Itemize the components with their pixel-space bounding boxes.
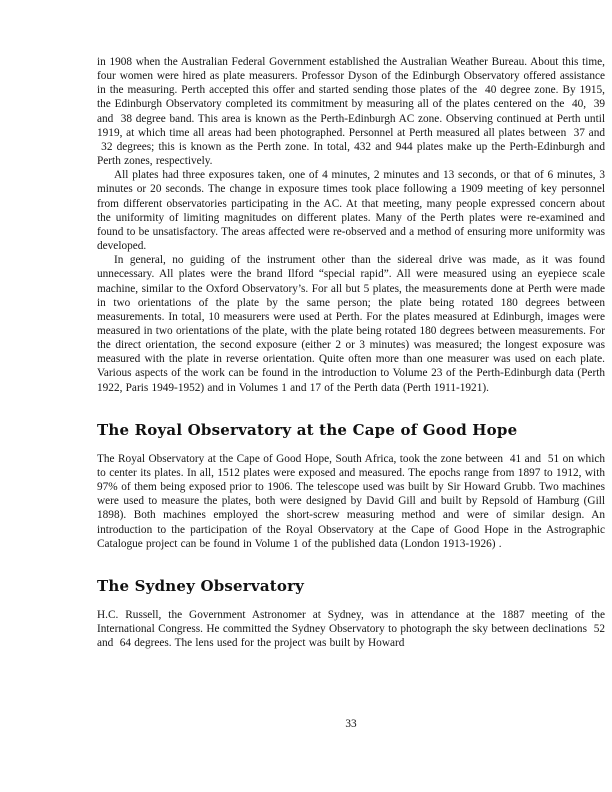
page-number: 33 (345, 718, 357, 730)
section-heading-cape-of-good-hope: The Royal Observatory at the Cape of Good Hope (97, 420, 518, 439)
paragraph-sydney-observatory: H.C. Russell, the Government Astronomer at Sydney, was in attendance at the 1887 meeting of the International Congress. He committed the Sydney Observatory to photograph the sky between declinations 52 and 64 degrees. The lens used for the project was built by Howard (97, 608, 605, 650)
text-block (97, 55, 605, 650)
paragraph-perth-continuation: in 1908 when the Australian Federal Government established the Australian Weather Bureau. About this time, four women were hired as plate measurers. Professor Dyson of the Edinburgh Observatory offered assistance in the measuring. Perth accepted this offer and started sending those plates of the 40 degree zone. By 1915, the Edinburgh Observatory completed its commitment by measuring all of the plates centered on the 40, 39 and 38 degree band. This area is known as the Perth-Edinburgh AC zone. Observing continued at Perth until 1919, at which time all areas had been photographed. Personnel at Perth measured all plates between 37 and 32 degrees; this is known as the Perth zone. In total, 432 and 944 plates make up the Perth-Edinburgh and Perth zones, respectively. (97, 56, 605, 168)
paragraph-cape-observatory: The Royal Observatory at the Cape of Good Hope, South Africa, took the zone between 41 and 51 on which to center its plates. In all, 1512 plates were exposed and measured. The epochs range from 1897 to 1912, with 97% of them being exposed prior to 1906. The telescope used was built by Sir Howard Grubb. Two machines were used to measure the plates, both were designed by David Gill and built by Repsold of Hamburg (Gill 1898). Both machines employed the short-screw measuring method and were of similar design. An introduction to the participation of the Royal Observatory at the Cape of Good Hope in the Astrographic Catalogue project can be found in Volume 1 of the published data (London 1913-1926) . (97, 452, 605, 550)
section-heading-sydney-observatory: The Sydney Observatory (97, 576, 305, 595)
paragraph-exposures: All plates had three exposures taken, one of 4 minutes, 2 minutes and 13 seconds, or that of 6 minutes, 3 minutes or 20 seconds. The change in exposure times took place following a 1909 meeting of key personnel from different observatories participating in the AC. At that meeting, many people expressed concern about the uniformity of limiting magnitudes on different plates. Many of the Perth plates were re-examined and found to be unsatisfactory. The areas affected were re-observed and a method of ensuring more uniformity was developed. (97, 169, 605, 253)
paragraph-measuring-method: In general, no guiding of the instrument other than the sidereal drive was made, as it was found unnecessary. All plates were the brand Ilford “special rapid”. All were measured using an eyepiece scale machine, similar to the Oxford Observatory’s. For all but 5 plates, the measurements done at Perth were made in two orientations of the plate by the same person; the plate being rotated 180 degrees between measurements. In total, 10 measurers were used at Perth. For the plates measured at Edinburgh, images were measured in two orientations of the plate, with the plate being rotated 180 degrees between measurements. For the direct orientation, the second exposure (either 2 or 3 minutes) was measured; the longest exposure was measured with the plate in reverse orientation. Quite often more than one measurer was used on each plate. Various aspects of the work can be found in the introduction to Volume 23 of the Perth-Edinburgh data (Perth 1922, Paris 1949-1952) and in Volumes 1 and 17 of the Perth data (Perth 1911-1921). (97, 254, 605, 394)
